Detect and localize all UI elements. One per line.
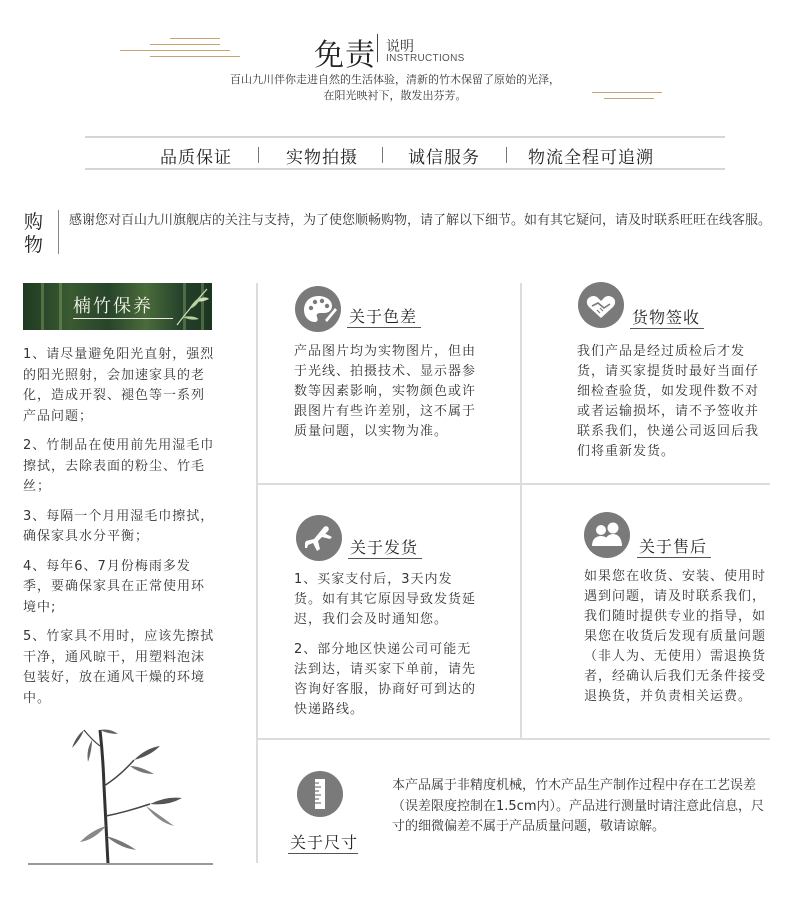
- care-list: [23, 345, 215, 718]
- header-desc-line1: 百山九川伴你走进自然的生活体验，清新的竹木保留了原始的光泽，: [230, 73, 560, 86]
- card-title-underline: [630, 328, 704, 329]
- bamboo-care-banner: [23, 283, 212, 330]
- title-divider: [377, 34, 378, 62]
- card-title-underline: [348, 558, 422, 559]
- card-text-aftersale: 如果您在收货、安装、使用时遇到问题，请及时联系我们，我们随时提供专业的指导，如果您在收货后发现有质量问题（非人为、无使用）需退换货者，经确认后我们无条件接受退换货，并负责相关运费。: [584, 569, 767, 704]
- banner-separator: [382, 147, 383, 163]
- card-text-color: 产品图片均为实物图片，但由于光线、拍摄技术、显示器参数等因素影响，实物颜色或许跟图片有些许差别，这不属于质量问题，以实物为准。: [294, 344, 477, 439]
- card-text-receipt: 我们产品是经过质检后才发货，请买家提货时最好当面仔细检查验货，如发现件数不对或者运输损坏，请不予签收并联系我们，快递公司返回后我们将重新发货。: [577, 344, 760, 459]
- header-decoration-line: [150, 56, 240, 57]
- page-subtitle-en: INSTRUCTIONS: [386, 53, 465, 64]
- handshake-icon: [578, 282, 624, 328]
- shopping-divider: [58, 210, 59, 254]
- banner-item-service: 诚信服务: [408, 148, 480, 168]
- banner-item-quality: 品质保证: [160, 148, 232, 168]
- card-title-underline: [347, 327, 421, 328]
- users-icon: [584, 512, 630, 558]
- card-divider-horizontal: [258, 738, 770, 740]
- banner-bottom-rule: [85, 168, 725, 170]
- ruler-icon: [297, 771, 343, 817]
- banner-item-real-photo: 实物拍摄: [286, 148, 358, 168]
- bamboo-ground-line: [28, 863, 213, 865]
- shipping-para: 2、部分地区快递公司可能无法到达，请买家下单前，请先咨询好客服，协商好可到达的快递路线。: [294, 642, 477, 717]
- card-text-size: 本产品属于非精度机械，竹木产品生产制作过程中存在工艺误差（误差限度控制在1.5cm内）。产品进行测量时请注意此信息，尺寸的细微偏差不属于产品质量问题，敬请谅解。: [392, 778, 764, 834]
- card-title-color: 关于色差: [349, 307, 418, 326]
- card-text-shipping: [294, 570, 478, 730]
- card-divider-vertical: [520, 283, 522, 740]
- page-title: 免责: [314, 38, 376, 73]
- shipping-para: 1、买家支付后，3天内发货。如有其它原因导致发货延迟，我们会及时通知您。: [294, 572, 477, 627]
- header-desc-line2: 在阳光映衬下，散发出芬芳。: [323, 89, 467, 102]
- care-item: 3、每隔一个月用湿毛巾擦拭，确保家具水分平衡；: [23, 508, 215, 544]
- care-item: 4、每年6、7月份梅雨多发季，要确保家具在正常使用环境中;: [23, 558, 206, 615]
- banner-top-rule: [85, 136, 725, 138]
- bamboo-painting-icon: [70, 726, 190, 866]
- header-decoration-line: [592, 92, 662, 93]
- shopping-label-top: 购: [24, 211, 44, 233]
- card-divider-horizontal: [258, 483, 770, 485]
- header-description: [180, 72, 610, 104]
- header-decoration-line: [170, 38, 220, 39]
- card-title-receipt: 货物签收: [632, 308, 701, 327]
- card-title-underline: [288, 853, 358, 854]
- page-subtitle: 说明: [386, 39, 414, 55]
- shopping-label-bottom: 物: [24, 234, 44, 256]
- banner-item-logistics: 物流全程可追溯: [528, 148, 654, 168]
- banner-separator: [258, 147, 259, 163]
- bamboo-leaf-icon: [175, 285, 211, 329]
- card-title-shipping: 关于发货: [350, 538, 419, 557]
- banner-separator: [506, 147, 507, 163]
- card-title-underline: [637, 557, 711, 558]
- bamboo-care-underline: [73, 318, 173, 319]
- card-title-size: 关于尺寸: [290, 833, 359, 852]
- care-item: 5、竹家具不用时，应该先擦拭干净，通风晾干，用塑料泡沫包装好，放在通风干燥的环境中。: [23, 629, 215, 706]
- bamboo-care-title: 楠竹保养: [73, 296, 153, 317]
- care-item: 2、竹制品在使用前先用湿毛巾擦拭，去除表面的粉尘、竹毛丝；: [23, 438, 215, 494]
- header-decoration-line: [120, 50, 230, 51]
- header-decoration-line: [604, 98, 654, 99]
- airplane-icon: [296, 515, 342, 561]
- shopping-notice: 感谢您对百山九川旗舰店的关注与支持，为了使您顺畅购物，请了解以下细节。如有其它疑问，请及时联系旺旺在线客服。: [69, 213, 772, 228]
- column-divider: [256, 283, 258, 863]
- header-decoration-line: [150, 44, 220, 45]
- care-item: 1、请尽量避免阳光直射，强烈的阳光照射，会加速家具的老化，造成开裂、褪色等一系列产品问题；: [23, 347, 215, 424]
- card-title-aftersale: 关于售后: [639, 537, 708, 556]
- palette-icon: [295, 286, 341, 332]
